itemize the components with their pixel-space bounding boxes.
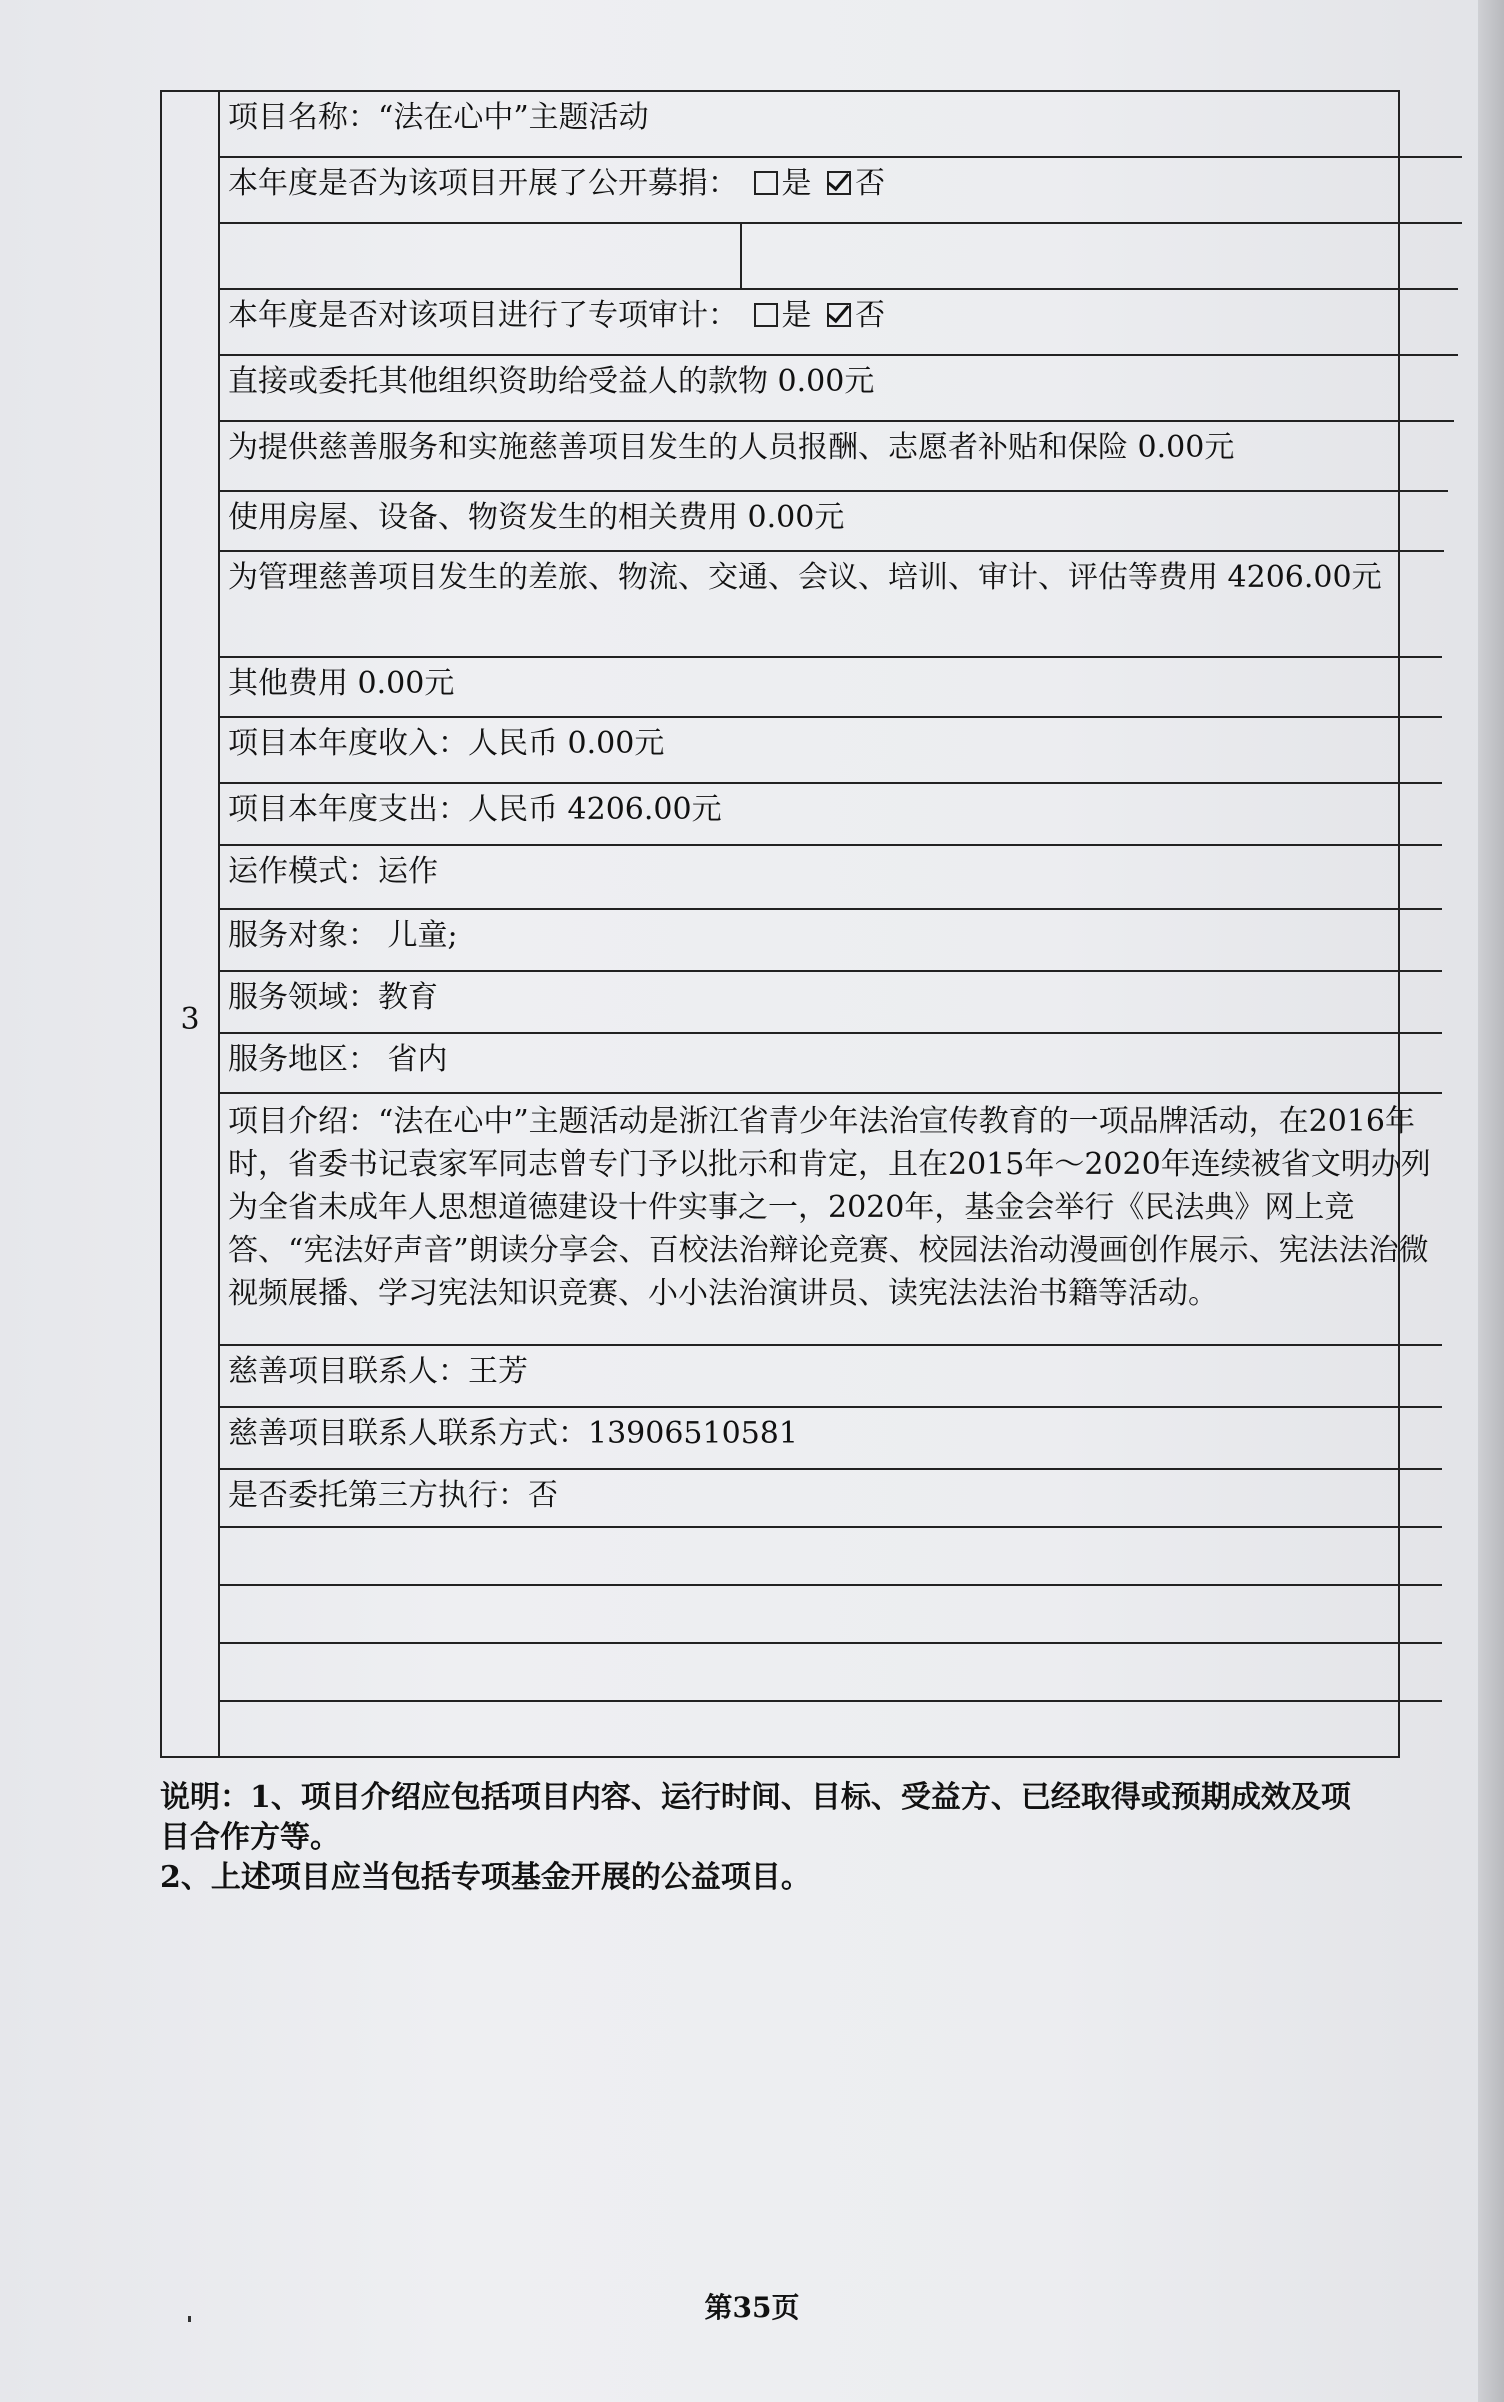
- special-audit-row: [220, 290, 1458, 356]
- page-number: 第35页: [704, 2291, 800, 2324]
- fundraising-no-checkbox[interactable]: [827, 171, 851, 195]
- other-cost-row: [220, 658, 1442, 718]
- audit-yes-checkbox[interactable]: [754, 303, 778, 327]
- third-party-execution: 是否委托第三方执行：否: [228, 1478, 558, 1513]
- operation-mode: 运作模式：运作: [228, 854, 438, 889]
- empty-row: [220, 1644, 1442, 1702]
- fundraising-yes-checkbox[interactable]: [754, 171, 778, 195]
- direct-aid: 直接或委托其他组织资助给受益人的款物 0.00元: [228, 364, 875, 399]
- index-column: [162, 92, 220, 1756]
- management-cost: 为管理慈善项目发生的差旅、物流、交通、会议、培训、审计、评估等费用 4206.00元: [228, 560, 1382, 595]
- empty-row: [220, 1586, 1442, 1644]
- note-line-2: 2、上述项目应当包括专项基金开展的公益项目。: [160, 1860, 811, 1895]
- facility-cost: 使用房屋、设备、物资发生的相关费用 0.00元: [228, 500, 845, 535]
- direct-aid-row: [220, 356, 1454, 422]
- project-intro: 项目介绍：“法在心中”主题活动是浙江省青少年法治宣传教育的一项品牌活动，在2016年时，省委书记袁家军同志曾专门予以批示和肯定，且在2015年～2020年连续被省文明办列为全省未成年人思想道德建设十件实事之一，2020年，基金会举行《民法典》网上竞答、“宪法好声音”朗读分享会、百校法治辩论竞赛、校园法治动漫画创作展示、宪法法治微视频展播、学习宪法知识竞赛、小小法治演讲员、读宪法法治书籍等活动。: [228, 1104, 1431, 1311]
- audit-no-label: 否: [855, 298, 886, 333]
- blank-split-row: [220, 224, 1458, 290]
- contact-row: [220, 1346, 1442, 1408]
- service-target: 服务对象： 儿童;: [228, 918, 458, 953]
- row-index: 3: [180, 1002, 200, 1037]
- expense: 项目本年度支出：人民币 4206.00元: [228, 792, 722, 827]
- expense-row: [220, 784, 1442, 846]
- contact-person: 慈善项目联系人：王芳: [228, 1354, 528, 1389]
- contact-phone-row: [220, 1408, 1442, 1470]
- intro-row: [220, 1094, 1442, 1346]
- project-name: 项目名称：“法在心中”主题活动: [228, 100, 649, 135]
- project-table: [160, 90, 1431, 1758]
- income-row: [220, 718, 1442, 784]
- paper-edge: [1478, 0, 1504, 2402]
- service-field: 服务领域：教育: [228, 980, 438, 1015]
- income: 项目本年度收入：人民币 0.00元: [228, 726, 665, 761]
- special-audit-question: 本年度是否对该项目进行了专项审计：: [228, 298, 738, 333]
- notes: [160, 1778, 1360, 1898]
- contact-phone: 慈善项目联系人联系方式：13906510581: [228, 1416, 798, 1451]
- facility-cost-row: [220, 492, 1444, 552]
- third-party-row: [220, 1470, 1442, 1528]
- public-fundraising-row: [220, 158, 1462, 224]
- other-cost: 其他费用 0.00元: [228, 666, 455, 701]
- audit-yes-label: 是: [781, 298, 812, 333]
- empty-row: [220, 1528, 1442, 1586]
- note-line-1: 说明：1、项目介绍应包括项目内容、运行时间、目标、受益方、已经取得或预期成效及项目合作方等。: [160, 1780, 1351, 1855]
- region-row: [220, 1034, 1442, 1094]
- target-row: [220, 910, 1442, 972]
- management-cost-row: [220, 552, 1442, 658]
- field-row: [220, 972, 1442, 1034]
- personnel-cost: 为提供慈善服务和实施慈善项目发生的人员报酬、志愿者补贴和保险 0.00元: [228, 430, 1235, 465]
- service-region: 服务地区： 省内: [228, 1042, 448, 1077]
- ink-speck: [188, 2316, 191, 2322]
- audit-no-checkbox[interactable]: [827, 303, 851, 327]
- personnel-cost-row: [220, 422, 1448, 492]
- project-name-row: [220, 92, 1462, 158]
- public-fundraising-question: 本年度是否为该项目开展了公开募捐：: [228, 166, 738, 201]
- row-divider: [740, 224, 742, 288]
- fundraising-yes-label: 是: [781, 166, 812, 201]
- mode-row: [220, 846, 1442, 910]
- fundraising-no-label: 否: [855, 166, 886, 201]
